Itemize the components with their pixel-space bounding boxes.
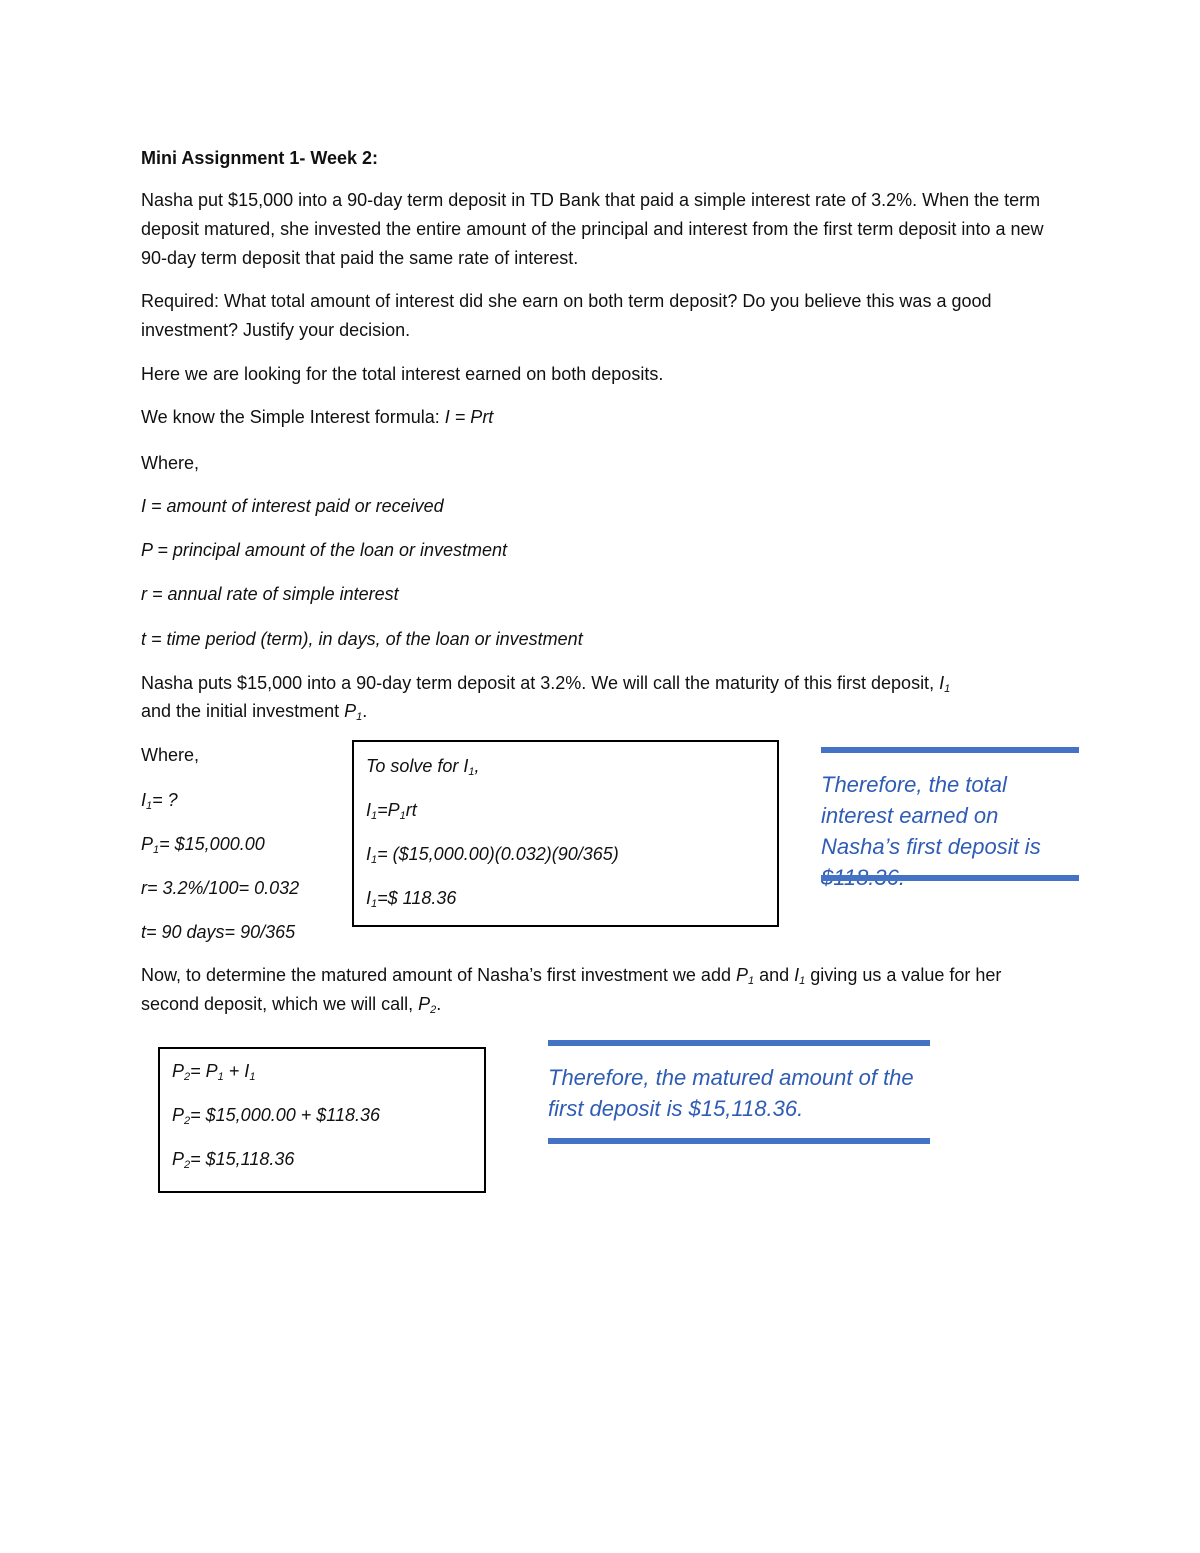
- callout2-rule-bottom: [548, 1138, 930, 1144]
- nasha-puts-line2: and the initial investment $P_1$.: [141, 701, 368, 723]
- p2-line-3: $P_2=$ $15,118.36: [172, 1149, 295, 1171]
- given-i1: $I_1=$ ?: [141, 790, 178, 812]
- p2-line-2: $P_2=$ $15,000.00 + $118.36: [172, 1105, 380, 1127]
- definition-t: t = time period (term), in days, of the loan or investment: [141, 629, 583, 649]
- problem-statement: Nasha put $15,000 into a 90-day term deposit in TD Bank that paid a simple interest rate of 3.2%. When the term deposit matured, she invested the entire amount of the principal and interest from the first term deposit into a new 90-day term deposit that paid the same rate of interest.: [141, 190, 1044, 268]
- solve-for-i1-box: [352, 740, 779, 927]
- required-question: Required: What total amount of interest did she earn on both term deposit? Do you believe this was a good investment? Justify your decision.: [141, 291, 992, 340]
- callout-matured-amount: [548, 1040, 930, 1146]
- definition-r: r = annual rate of simple interest: [141, 584, 399, 604]
- where-label-2: Where,: [141, 745, 200, 765]
- solve-line-3: $I_1=$ ($15,000.00)(0.032)(90/365): [366, 844, 619, 866]
- solve-line-2: $I_1=P_1rt$: [366, 800, 417, 822]
- callout-rule-bottom: [821, 875, 1079, 881]
- p2-line-1: $P_2= P_1 + I_1$: [172, 1061, 256, 1083]
- where-label: Where,: [141, 453, 200, 473]
- given-r: r= 3.2%/100= 0.032: [141, 878, 300, 898]
- looking-for-text: Here we are looking for the total interest earned on both deposits.: [141, 364, 664, 384]
- formula: I = Prt: [444, 407, 494, 427]
- definition-i: I = amount of interest paid or received: [141, 496, 444, 516]
- solve-line-4: $I_1=\$$ 118.36: [366, 888, 457, 910]
- definition-p: P = principal amount of the loan or investment: [141, 540, 508, 560]
- now-paragraph: Now, to determine the matured amount of Nasha’s first investment we add $P_1$ and $I_1$ giving us a value for her second deposit, which we will call, $P_2$.: [141, 965, 1002, 1016]
- formula-intro: We know the Simple Interest formula:: [141, 407, 445, 427]
- callout2-rule-top: [548, 1040, 930, 1046]
- given-p1: $P_1=$ $15,000.00: [141, 834, 265, 856]
- p2-calculation-box: [158, 1047, 486, 1193]
- solve-line-1: To solve for $I_1$,: [366, 756, 480, 778]
- callout-rule-top: [821, 747, 1079, 753]
- callout-total-interest-text: Therefore, the total interest earned on Nasha’s first deposit is: [821, 772, 1041, 859]
- formula-line: [141, 403, 493, 432]
- assignment-heading: Mini Assignment 1- Week 2:: [141, 148, 379, 168]
- callout-total-interest: [821, 747, 1079, 883]
- callout-matured-amount-text: Therefore, the matured amount of the first deposit is $15,118.36.: [548, 1065, 914, 1121]
- given-t: t= 90 days= 90/365: [141, 922, 296, 942]
- nasha-puts-line1: Nasha puts $15,000 into a 90-day term deposit at 3.2%. We will call the maturity of this first deposit, $I_1$: [141, 673, 951, 695]
